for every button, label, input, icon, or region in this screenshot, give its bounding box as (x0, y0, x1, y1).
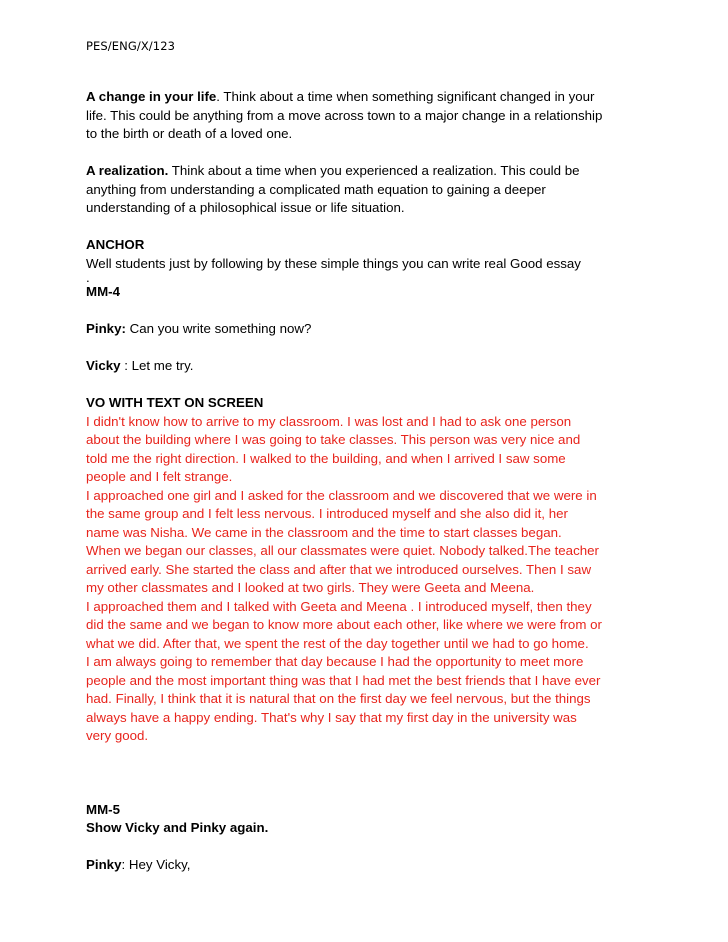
vo-line: I approached them and I talked with Geeta and Meena . I introduced myself, then they (86, 598, 592, 614)
vo-line: always have a happy ending. That's why I say that my first day in the university was (86, 709, 577, 725)
change-paragraph-line-1: A change in your life. Think about a time when something significant changed in your (86, 89, 595, 104)
document-code-header: PES/ENG/X/123 (86, 39, 176, 53)
mm5-heading: MM-5 (86, 801, 120, 817)
speaker-vicky: Vicky (86, 358, 121, 373)
change-paragraph-line-2: life. This could be anything from a move across town to a major change in a relationship (86, 107, 603, 123)
vo-line: what we did. After that, we spent the rest of the day together until we had to go home. (86, 635, 589, 651)
document-body (86, 88, 656, 875)
realization-paragraph-line-1: A realization. Think about a time when you experienced a realization. This could be (86, 163, 580, 178)
vo-line: my other classmates and I looked at two girls. They were Geeta and Meena. (86, 580, 535, 595)
realization-paragraph-line-3: understanding of a philosophical issue or life situation. (86, 200, 405, 215)
mm5-subheading: Show Vicky and Pinky again. (86, 820, 269, 835)
vo-line: arrived early. She started the class and after that we introduced ourselves. Then I saw (86, 561, 592, 577)
anchor-heading: ANCHOR (86, 237, 145, 252)
vo-line: I am always going to remember that day because I had the opportunity to meet more (86, 654, 584, 669)
realization-lead: A realization. (86, 163, 169, 178)
vo-line: I approached one girl and I asked for the classroom and we discovered that we were in (86, 487, 597, 503)
vo-line: had. Finally, I think that it is natural that on the first day we feel nervous, but the things (86, 691, 591, 706)
vo-line: the same group and I felt less nervous. I introduced myself and she also did it, her (86, 506, 568, 521)
speaker-pinky: Pinky (86, 857, 122, 872)
vo-text-block (86, 413, 656, 746)
anchor-dot: . (86, 270, 90, 285)
vo-line: very good. (86, 728, 149, 743)
vo-line: I didn't know how to arrive to my classroom. I was lost and I had to ask one person (86, 413, 572, 429)
dialog-pinky-2: Pinky: Hey Vicky, (86, 857, 191, 872)
anchor-line: Well students just by following by these simple things you can write real Good essay (86, 255, 581, 271)
vo-line: people and I felt strange. (86, 469, 233, 484)
vo-line: about the building where I was going to take classes. This person was very nice and (86, 432, 581, 447)
vo-line: told me the right direction. I walked to the building, and when I arrived I saw some (86, 450, 566, 466)
change-paragraph-line-3: to the birth or death of a loved one. (86, 126, 293, 141)
speaker-pinky: Pinky: (86, 321, 126, 336)
vo-line: people and the most important thing was that I had met the best friends that I have ever (86, 672, 601, 688)
vo-line: did the same and we began to know more about each other, like where we were from or (86, 617, 602, 632)
vo-heading: VO WITH TEXT ON SCREEN (86, 395, 264, 410)
change-lead: A change in your life (86, 89, 217, 104)
vo-line: name was Nisha. We came in the classroom and the time to start classes began. (86, 524, 562, 540)
mm4-heading: MM-4 (86, 284, 120, 299)
dialog-vicky-1: Vicky : Let me try. (86, 358, 194, 373)
dialog-pinky-1: Pinky: Can you write something now? (86, 321, 312, 336)
realization-paragraph-line-2: anything from understanding a complicated math equation to gaining a deeper (86, 181, 546, 197)
vo-line: When we began our classes, all our classmates were quiet. Nobody talked.The teacher (86, 543, 599, 558)
